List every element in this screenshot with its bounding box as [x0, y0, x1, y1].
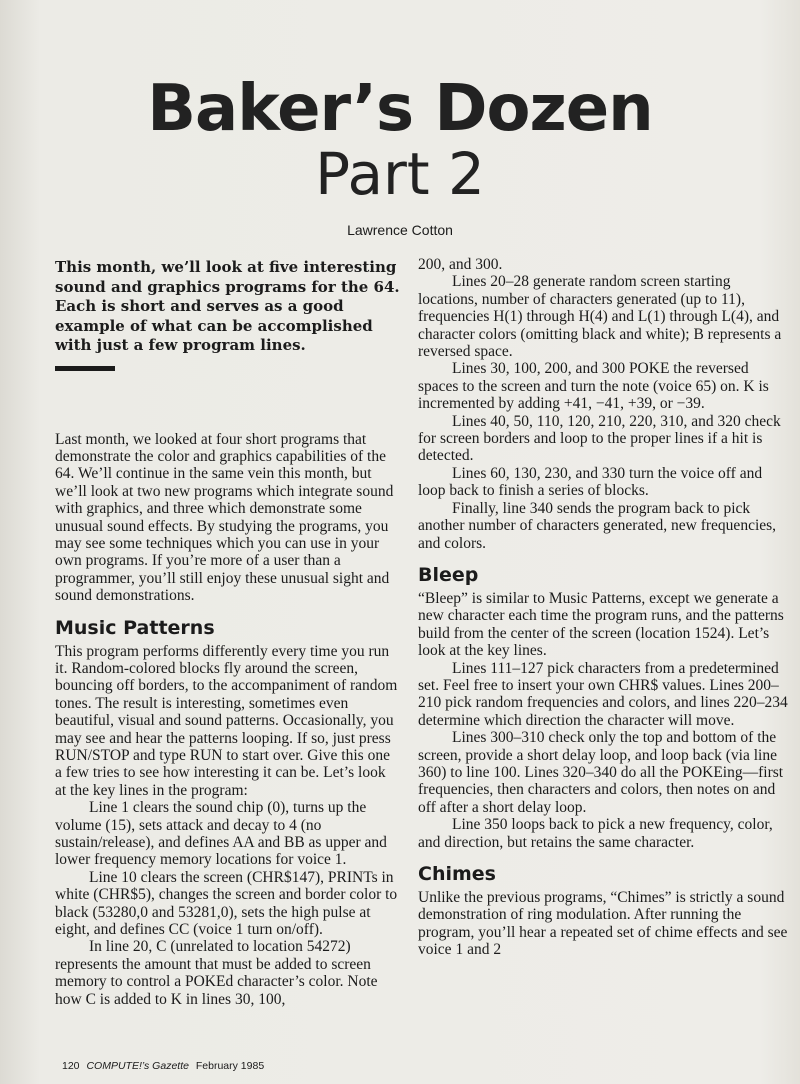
- paragraph: Lines 60, 130, 230, and 330 turn the voice off and loop back to finish a series of blocks.: [418, 464, 763, 500]
- paragraph: Unlike the previous programs, “Chimes” is strictly a sound demonstration of ring modulation. After running the program, you’ll hear a repeated set of chime effects and see voice 1 and 2: [418, 889, 788, 959]
- opening-paragraph: Last month, we looked at four short programs that demonstrate the color and graphics capabilities of the 64. We’ll continue in the same vein this month, but we’ll look at two new programs which integrate sound with graphics, and three which demonstrate some unusual sound effects. By studying the programs, you may see some techniques which you can use in your own programs. If you’re more of a user than a programmer, you’ll still enjoy these unusual sight and sound demonstrations.: [55, 430, 394, 605]
- paragraph: Lines 111–127 pick characters from a predetermined set. Feel free to insert your own CHR$ values. Lines 200–210 pick random frequencies and colors, and lines 220–234 determine which direction the character will move.: [418, 659, 788, 729]
- paragraph: Line 350 loops back to pick a new frequency, color, and direction, but retains the same character.: [418, 816, 773, 851]
- paragraph: 200, and 300.: [418, 256, 503, 273]
- magazine-name: COMPUTE!’s Gazette: [86, 1060, 189, 1072]
- heading-music-patterns: Music Patterns: [55, 616, 215, 639]
- paragraph: Finally, line 340 sends the program back to pick another number of characters generated, new frequencies, and colors.: [418, 499, 777, 552]
- paragraph: Lines 40, 50, 110, 120, 210, 220, 310, and 320 check for screen borders and loop to the proper lines if a hit is detected.: [418, 412, 781, 465]
- author-byline: Lawrence Cotton: [347, 222, 453, 238]
- heading-chimes: Chimes: [418, 863, 496, 885]
- right-column: [418, 256, 790, 959]
- paragraph: Lines 30, 100, 200, and 300 POKE the reversed spaces to the screen and turn the note (voice 65) on. K is incremented by adding +41, −41, +39, or −39.: [418, 360, 769, 413]
- heading-bleep: Bleep: [418, 563, 479, 586]
- paragraph: Lines 300–310 check only the top and bottom of the screen, provide a short delay loop, and loop back (via line 360) to line 100. Lines 320–340 do all the POKEing—first frequencies, then characters and colors, then notes on and off after a short delay loop.: [418, 729, 784, 816]
- intro-deck: This month, we’ll look at five interesting sound and graphics programs for the 64. Each is short and serves as a good example of what can be accomplished with just a few program lines.: [55, 258, 400, 354]
- page-number: 120: [62, 1060, 80, 1072]
- paragraph: Line 1 clears the sound chip (0), turns up the volume (15), sets attack and decay to 4 (no sustain/release), and defines AA and BB as upper and lower frequency memory locations for voice 1.: [55, 799, 387, 869]
- paragraph: Lines 20–28 generate random screen starting locations, number of characters generated (up to 11), frequencies H(1) through H(4) and L(1) through L(4), and character colors (omitting black and white); B represents a reversed space.: [418, 273, 782, 361]
- article-subtitle: Part 2: [315, 140, 485, 208]
- page-footer: [62, 1060, 264, 1072]
- paragraph: In line 20, C (unrelated to location 54272) represents the amount that must be added to screen memory to control a POKEd character’s color. Note how C is added to K in lines 30, 100,: [55, 938, 378, 1008]
- left-column: [55, 258, 400, 1008]
- paragraph: “Bleep” is similar to Music Patterns, except we generate a new character each time the program runs, and the patterns build from the center of the screen (location 1524). Let’s look at the key lines.: [418, 589, 784, 660]
- paragraph: Line 10 clears the screen (CHR$147), PRINTs in white (CHR$5), changes the screen and border color to black (53280,0 and 53281,0), sets the high pulse at eight, and defines CC (voice 1 turn on/off).: [55, 868, 398, 939]
- article-title: Baker’s Dozen: [147, 72, 653, 146]
- paragraph: This program performs differently every time you run it. Random-colored blocks fly around the screen, bouncing off borders, to the accompaniment of random tones. The result is interesting, sometimes even beautiful, visual and sound patterns. Occasionally, you may see and hear the patterns looping. If so, just press RUN/STOP and type RUN to start over. Give this one a few tries to see how interesting it can be. Let’s look at the key lines in the program:: [55, 642, 398, 799]
- issue-date: February 1985: [195, 1060, 265, 1072]
